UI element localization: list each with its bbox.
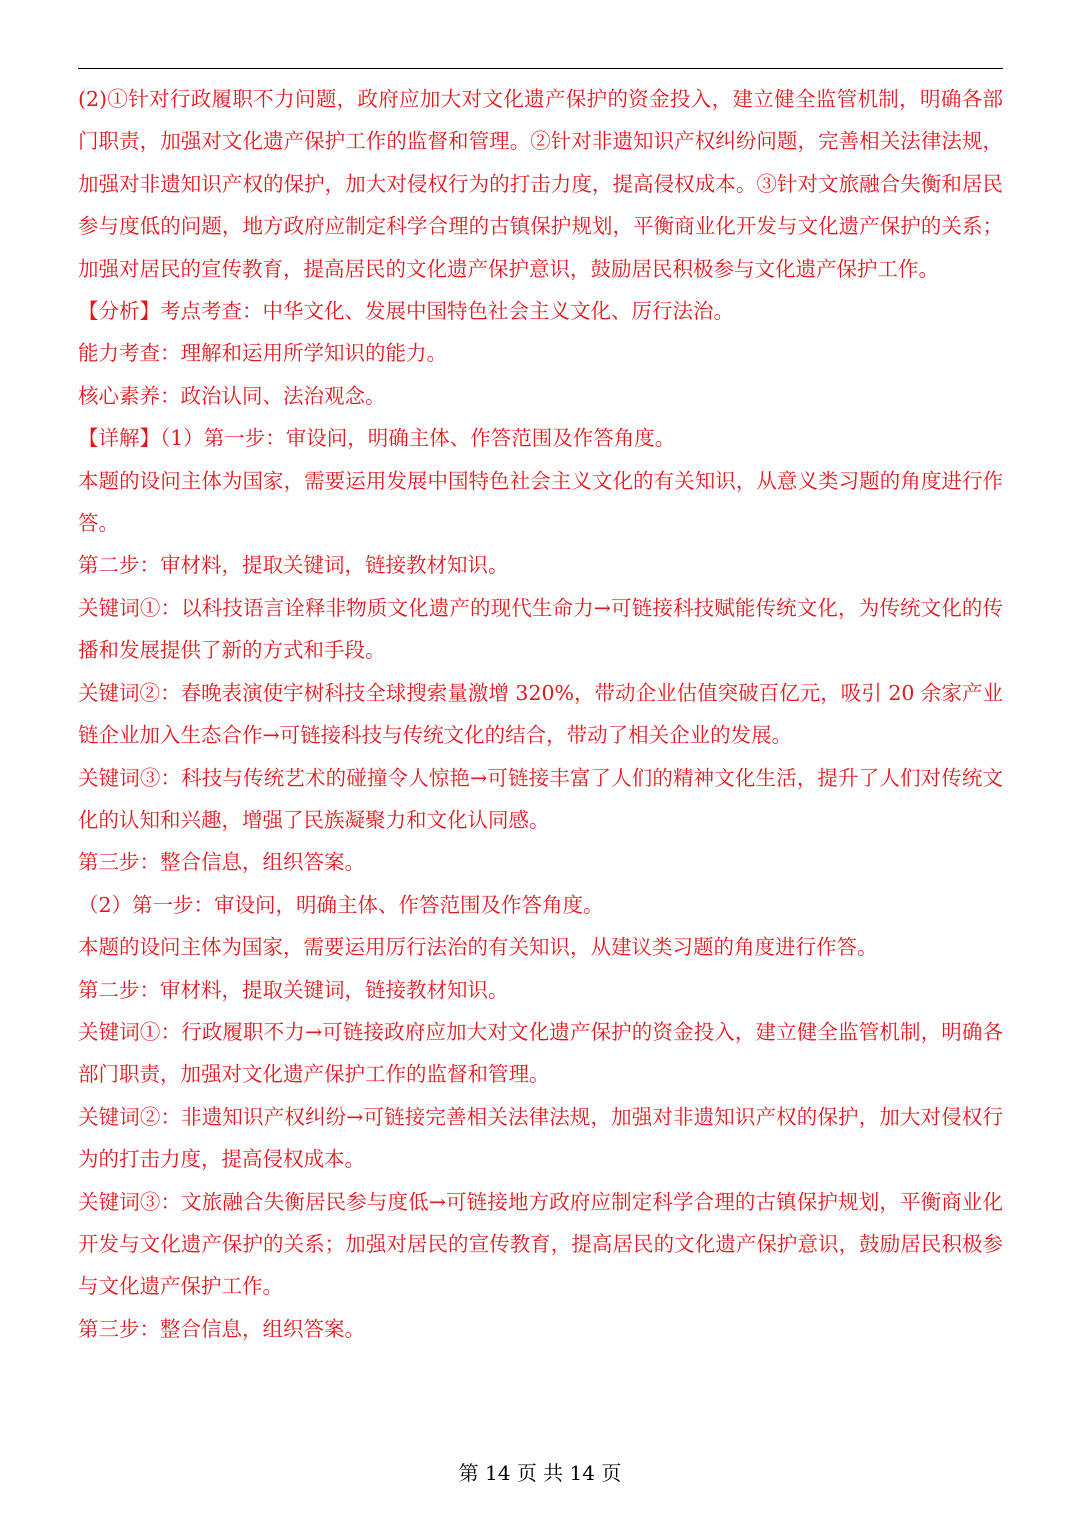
q2-step-1: （2）第一步：审设问，明确主体、作答范围及作答角度。 bbox=[78, 892, 604, 917]
q2-keyword-2: 关键词②：非遗知识产权纠纷→可链接完善相关法律法规，加强对非遗知识产权的保护，加大对侵权行为的打击力度，提高侵权成本。 bbox=[78, 1104, 1003, 1172]
document-body bbox=[78, 78, 1003, 1350]
q1-subject-paragraph: 本题的设问主体为国家，需要运用发展中国特色社会主义文化的有关知识，从意义类习题的角度进行作答。 bbox=[78, 468, 1003, 536]
q2-subject-paragraph: 本题的设问主体为国家，需要运用厉行法治的有关知识，从建议类习题的角度进行作答。 bbox=[78, 935, 878, 960]
detail-tag: 【详解】 bbox=[78, 426, 160, 451]
q1-keyword-3: 关键词③：科技与传统艺术的碰撞令人惊艳→可链接丰富了人们的精神文化生活，提升了人们对传统文化的认知和兴趣，增强了民族凝聚力和文化认同感。 bbox=[78, 765, 1003, 832]
page-number-footer: 第 14 页 共 14 页 bbox=[458, 1461, 622, 1485]
q1-step-2: 第二步：审材料，提取关键词，链接教材知识。 bbox=[78, 553, 509, 578]
q1-step-3: 第三步：整合信息，组织答案。 bbox=[78, 850, 365, 875]
header-rule bbox=[78, 68, 1003, 69]
analysis-tag: 【分析】 bbox=[78, 299, 160, 324]
detail-step-1-q1: 【详解】（1）第一步：审设问，明确主体、作答范围及作答角度。 bbox=[78, 426, 676, 451]
q2-step-2: 第二步：审材料，提取关键词，链接教材知识。 bbox=[78, 977, 509, 1002]
q1-keyword-2: 关键词②：春晚表演使宇树科技全球搜索量激增 320%，带动企业估值突破百亿元，吸引 20 余家产业链企业加入生态合作→可链接科技与传统文化的结合，带动了相关企业的发展。 bbox=[78, 680, 1003, 748]
ability-line: 能力考查：理解和运用所学知识的能力。 bbox=[78, 341, 447, 366]
q2-keyword-3: 关键词③：文旅融合失衡居民参与度低→可链接地方政府应制定科学合理的古镇保护规划，平衡商业化开发与文化遗产保护的关系；加强对居民的宣传教育，提高居民的文化遗产保护意识，鼓励居民积极参与文化遗产保护工作。 bbox=[78, 1189, 1003, 1299]
answer-paragraph-2: (2)①针对行政履职不力问题，政府应加大对文化遗产保护的资金投入，建立健全监管机制，明确各部门职责，加强对文化遗产保护工作的监督和管理。②针对非遗知识产权纠纷问题，完善相关法律法规，加强对非遗知识产权的保护，加大对侵权行为的打击力度，提高侵权成本。③针对文旅融合失衡和居民参与度低的问题，地方政府应制定科学合理的古镇保护规划，平衡商业化开发与文化遗产保护的关系；加强对居民的宣传教育，提高居民的文化遗产保护意识，鼓励居民积极参与文化遗产保护工作。 bbox=[78, 87, 1003, 281]
q2-keyword-1: 关键词①：行政履职不力→可链接政府应加大对文化遗产保护的资金投入，建立健全监管机制，明确各部门职责，加强对文化遗产保护工作的监督和管理。 bbox=[78, 1019, 1003, 1087]
core-literacy-line: 核心素养：政治认同、法治观念。 bbox=[78, 383, 386, 408]
analysis-exam-points: 【分析】考点考查：中华文化、发展中国特色社会主义文化、厉行法治。 bbox=[78, 299, 734, 324]
q2-step-3: 第三步：整合信息，组织答案。 bbox=[78, 1316, 365, 1341]
q1-keyword-1: 关键词①：以科技语言诠释非物质文化遗产的现代生命力→可链接科技赋能传统文化，为传统文化的传播和发展提供了新的方式和手段。 bbox=[78, 595, 1003, 663]
